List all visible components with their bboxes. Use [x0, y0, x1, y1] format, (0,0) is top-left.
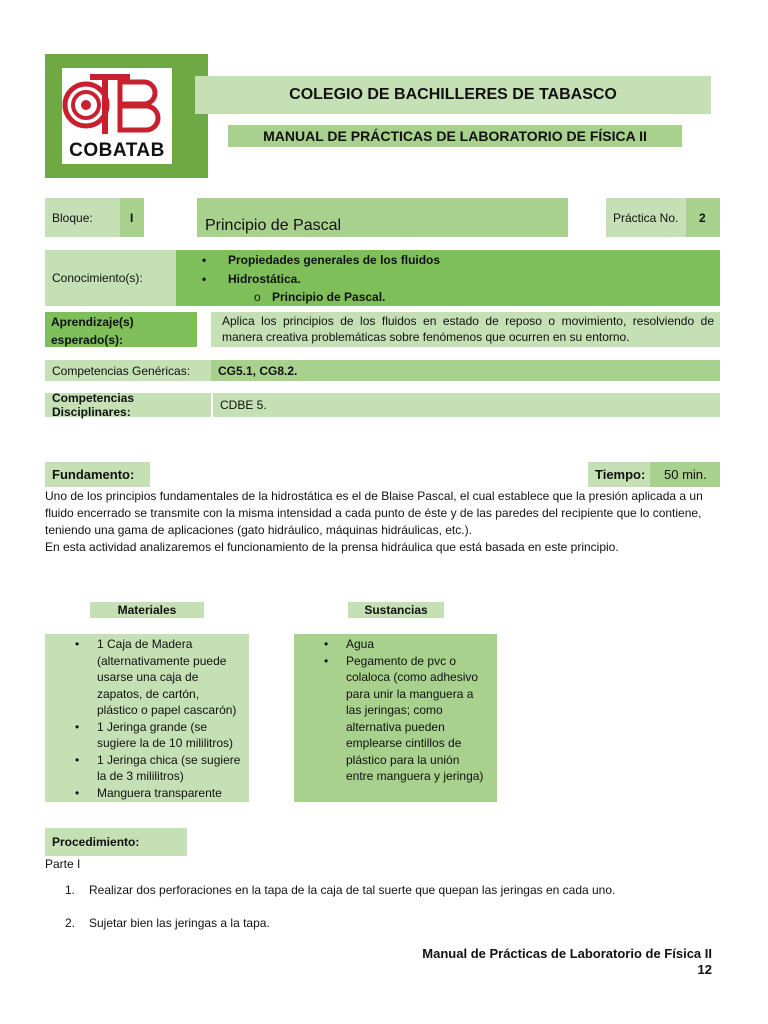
sustancias-list [294, 636, 497, 785]
step-text: Realizar dos perforaciones en la tapa de la caja de tal suerte que quepan las jeringas en cada uno. [89, 883, 616, 897]
materiales-header: Materiales [90, 602, 204, 618]
bloque-value: I [120, 198, 144, 237]
aprendizaje-label: Aprendizaje(s) esperado(s): [51, 315, 134, 347]
page-number: 12 [697, 962, 712, 977]
disciplinares-label: Competencias Disciplinares: [45, 393, 211, 417]
footer [422, 946, 712, 978]
procedimiento-label: Procedimiento: [45, 828, 187, 856]
bloque-label: Bloque: [45, 198, 120, 237]
aprendizaje-label-box [45, 312, 197, 347]
conocimiento-list [176, 251, 720, 307]
practice-title: Principio de Pascal [205, 217, 342, 234]
materiales-list [45, 636, 249, 801]
genericas-label: Competencias Genéricas: [45, 360, 211, 381]
manual-title: MANUAL DE PRÁCTICAS DE LABORATORIO DE FÍSICA II [263, 128, 647, 144]
manual-title-bar [228, 125, 682, 147]
footer-title: Manual de Prácticas de Laboratorio de Física II [422, 946, 712, 961]
sustancias-header: Sustancias [348, 602, 444, 618]
procedimiento-part: Parte I [45, 857, 81, 871]
disciplinares-value: CDBE 5. [211, 393, 720, 417]
sustancias-item: • Agua [294, 636, 489, 653]
logo-text: COBATAB [69, 140, 165, 161]
logo-box [45, 54, 208, 178]
practica-label: Práctica No. [606, 198, 686, 237]
logo-panel [62, 68, 172, 164]
school-title: COLEGIO DE BACHILLERES DE TABASCO [289, 86, 617, 103]
step-text: Sujetar bien las jeringas a la tapa. [89, 916, 270, 930]
fundamento-text [45, 488, 723, 556]
sustancias-box [294, 634, 497, 802]
tiempo-value: 50 min. [650, 462, 720, 487]
fundamento-paragraph-2: En esta actividad analizaremos el funcionamiento de la prensa hidráulica que está basada en este principio. [45, 540, 619, 554]
procedimiento-step [45, 916, 725, 931]
conocimiento-item: • Propiedades generales de los fluidos [176, 251, 720, 270]
materiales-item: • 1 Caja de Madera (alternativamente puede usarse una caja de zapatos, de cartón, plástico o papel cascarón) [45, 636, 243, 719]
practica-value: 2 [686, 198, 720, 237]
procedimiento-steps [45, 883, 725, 949]
materiales-box [45, 634, 249, 802]
step-number: 1. [65, 883, 76, 897]
aprendizaje-box [211, 312, 720, 347]
materiales-item: • Manguera transparente [45, 785, 243, 802]
cobatab-logo-icon [62, 70, 172, 140]
tiempo-label: Tiempo: [588, 462, 650, 487]
fundamento-paragraph-1: Uno de los principios fundamentales de la hidrostática es el de Blaise Pascal, el cual establece que la presión aplicada a un fluido encerrado se transmite con la misma intensidad a cada punto de éste y de las paredes del recipiente que lo contiene, teniendo una gama de aplicaciones (gato hidráulico, máquinas hidráulicas, etc.). [45, 489, 703, 537]
materiales-item: • 1 Jeringa grande (se sugiere la de 10 mililitros) [45, 719, 243, 752]
aprendizaje-text: Aplica los principios de los fluidos en estado de reposo o movimiento, resolviendo de manera creativa problemáticas sobre fenómenos que ocurren en su entorno. [222, 314, 714, 344]
materiales-item: • 1 Jeringa chica (se sugiere la de 3 mililitros) [45, 752, 243, 785]
conocimiento-label: Conocimiento(s): [45, 250, 176, 306]
fundamento-label: Fundamento: [45, 462, 150, 487]
conocimiento-item: • Hidrostática. [176, 270, 720, 289]
practice-title-bar [197, 198, 568, 237]
genericas-value: CG5.1, CG8.2. [211, 360, 720, 381]
step-number: 2. [65, 916, 76, 930]
sustancias-item: • Pegamento de pvc o colaloca (como adhesivo para unir la manguera a las jeringas; como alternativa pueden emplearse cintillos de plástico para la unión entre manguera y jeringa) [294, 653, 489, 785]
school-title-bar [195, 76, 711, 114]
procedimiento-step [45, 883, 725, 898]
conocimiento-subitem: o Principio de Pascal. [176, 288, 720, 307]
conocimiento-box [176, 250, 720, 306]
